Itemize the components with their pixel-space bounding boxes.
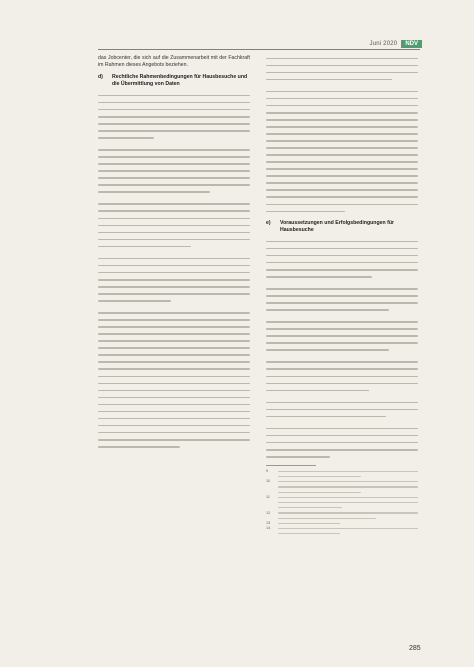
text-line	[98, 297, 250, 304]
paragraph	[98, 147, 250, 196]
paragraph	[98, 255, 250, 304]
header-rule	[98, 49, 420, 50]
text-line	[266, 285, 418, 292]
text-line	[266, 194, 418, 201]
text-line	[98, 310, 250, 317]
footnote-text	[278, 469, 418, 479]
text-line	[98, 215, 250, 222]
text-line	[98, 243, 250, 250]
paragraph	[266, 359, 418, 394]
text-line	[98, 236, 250, 243]
text-line	[266, 208, 418, 215]
text-line	[98, 120, 250, 127]
text-line	[98, 415, 250, 422]
text-line	[266, 152, 418, 159]
paragraph	[266, 425, 418, 460]
section-heading	[266, 220, 418, 234]
text-line	[266, 319, 418, 326]
text-line	[266, 145, 418, 152]
section-heading	[98, 74, 250, 88]
paragraph	[98, 55, 250, 69]
text-line	[266, 453, 418, 460]
text-line	[266, 252, 418, 259]
footnote	[266, 495, 418, 511]
text-line	[266, 76, 418, 83]
text-line	[266, 69, 418, 76]
text-line	[266, 88, 418, 95]
section-number: e)	[266, 220, 271, 227]
text-line	[266, 180, 418, 187]
footnote-number: 12	[266, 510, 271, 515]
footnote	[266, 526, 418, 536]
footnote-text	[278, 495, 418, 511]
section-number: d)	[98, 74, 103, 81]
text-line	[98, 255, 250, 262]
footnote-number: 11	[266, 494, 270, 499]
text-line	[266, 201, 418, 208]
text-line	[98, 127, 250, 134]
text-line	[266, 432, 418, 439]
paragraph	[266, 88, 418, 215]
text-line	[98, 345, 250, 352]
text-line	[98, 106, 250, 113]
text-line	[98, 161, 250, 168]
footnote-number: 13	[266, 520, 271, 525]
text-line	[98, 380, 250, 387]
journal-logo: NDV	[401, 40, 422, 48]
paragraph	[266, 238, 418, 280]
text-line	[266, 245, 418, 252]
issue-date: Juni 2020	[369, 41, 398, 47]
text-line	[266, 307, 418, 314]
text-line	[266, 292, 418, 299]
text-line	[98, 182, 250, 189]
text-line	[98, 283, 250, 290]
footnote-number: 14	[266, 526, 271, 531]
text-line	[98, 338, 250, 345]
page-header	[370, 40, 423, 48]
footnote	[266, 511, 418, 521]
footnote-text	[278, 526, 418, 536]
text-line	[98, 229, 250, 236]
text-line	[266, 159, 418, 166]
text-line	[98, 394, 250, 401]
text-line	[98, 324, 250, 331]
text-line	[98, 359, 250, 366]
text-line	[266, 439, 418, 446]
text-line	[266, 238, 418, 245]
paragraph	[98, 92, 250, 141]
text-line	[98, 429, 250, 436]
text-line	[266, 406, 418, 413]
text-line	[266, 333, 418, 340]
text-line	[98, 262, 250, 269]
text-line	[266, 387, 418, 394]
text-line	[98, 317, 250, 324]
paragraph	[98, 201, 250, 250]
paragraph	[266, 319, 418, 354]
text-line	[266, 446, 418, 453]
text-line	[98, 269, 250, 276]
text-line	[98, 147, 250, 154]
footnote-text	[278, 479, 418, 495]
text-line	[266, 359, 418, 366]
text-line	[266, 166, 418, 173]
right-column	[266, 55, 418, 536]
text-line	[266, 55, 418, 62]
text-line	[266, 413, 418, 420]
text-line	[266, 300, 418, 307]
text-line	[98, 113, 250, 120]
text-line	[266, 366, 418, 373]
text-line	[98, 373, 250, 380]
text-line	[98, 366, 250, 373]
text-line	[98, 408, 250, 415]
text-line	[98, 422, 250, 429]
paragraph	[266, 285, 418, 313]
text-line	[266, 173, 418, 180]
text-line	[266, 138, 418, 145]
footnote-text	[278, 511, 418, 521]
text-line	[98, 168, 250, 175]
text-line	[266, 380, 418, 387]
text-line	[98, 99, 250, 106]
text-line	[266, 109, 418, 116]
footnote	[266, 479, 418, 495]
section-title: Voraussetzungen und Erfolgsbedingungen für Hausbesuche	[280, 220, 395, 234]
text-line	[266, 399, 418, 406]
text-line	[98, 436, 250, 443]
text-line	[98, 189, 250, 196]
text-line	[266, 95, 418, 102]
text-line	[266, 259, 418, 266]
text-line	[98, 276, 250, 283]
text-line	[266, 425, 418, 432]
footnote	[266, 469, 418, 479]
text-line	[98, 154, 250, 161]
page-number: 285	[409, 645, 421, 652]
footnotes	[266, 469, 418, 536]
paragraph	[98, 310, 250, 451]
text-line	[266, 373, 418, 380]
paragraph	[266, 55, 418, 83]
text-line	[98, 201, 250, 208]
text-line	[266, 347, 418, 354]
footnote-number: 10	[266, 479, 271, 484]
text-line	[266, 326, 418, 333]
text-line	[98, 208, 250, 215]
footnote-rule	[266, 465, 316, 466]
text-line	[98, 92, 250, 99]
text-line	[98, 387, 250, 394]
text-line	[266, 123, 418, 130]
text-line	[266, 102, 418, 109]
text-line	[98, 222, 250, 229]
text-line	[266, 116, 418, 123]
text-line	[98, 443, 250, 450]
text-line	[266, 340, 418, 347]
section-title: Rechtliche Rahmenbedingungen für Hausbesuche und die Übermittlung von Daten	[112, 74, 248, 88]
left-column	[98, 55, 250, 455]
text-line	[98, 290, 250, 297]
footnote-number: 9	[266, 469, 269, 474]
paragraph	[266, 399, 418, 420]
text-line	[98, 175, 250, 182]
text-line	[266, 273, 418, 280]
text-line	[266, 187, 418, 194]
text-line	[266, 62, 418, 69]
text-line	[98, 352, 250, 359]
text-line	[278, 531, 418, 536]
text-line	[98, 134, 250, 141]
paragraph-text: das Jobcenter, die sich auf die Zusammenarbeit mit der Fachkraft im Rahmen dieses Angebots beziehen.	[98, 55, 250, 69]
text-line	[98, 401, 250, 408]
text-line	[98, 331, 250, 338]
text-line	[266, 266, 418, 273]
text-line	[266, 130, 418, 137]
